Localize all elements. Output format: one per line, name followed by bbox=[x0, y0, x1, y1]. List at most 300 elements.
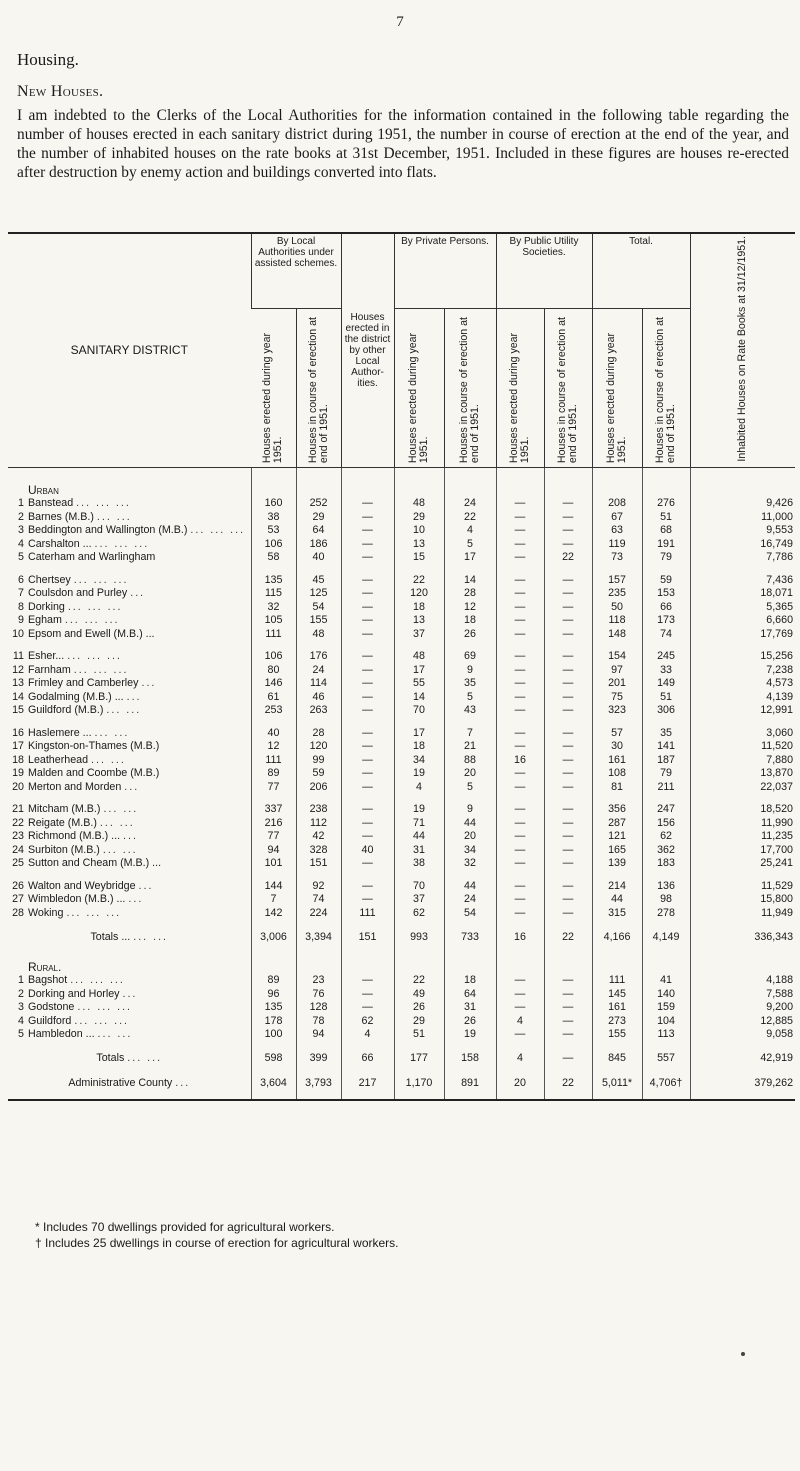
district-row bbox=[8, 906, 795, 920]
leader-dots: ... bbox=[124, 780, 140, 793]
row-spacer bbox=[8, 467, 795, 483]
spacer-cell bbox=[642, 1041, 690, 1050]
cell-other-authorities: — bbox=[341, 614, 394, 628]
cell-la-erected: 94 bbox=[251, 843, 296, 857]
cell-la-erected: 7 bbox=[251, 893, 296, 907]
cell-private-in-course: 158 bbox=[444, 1050, 496, 1066]
cell-utility-in-course: — bbox=[544, 1001, 592, 1015]
leader-dots: ... ... bbox=[106, 704, 142, 717]
cell-utility-erected: — bbox=[496, 663, 544, 677]
leader-dots: ... ... ... bbox=[74, 1014, 130, 1027]
cell-total-in-course: 51 bbox=[642, 690, 690, 704]
row-number: 20 bbox=[12, 780, 24, 793]
cell-private-in-course: 35 bbox=[444, 677, 496, 691]
cell-la-erected: 12 bbox=[251, 740, 296, 754]
cell-la-erected: 61 bbox=[251, 690, 296, 704]
cell-la-erected: 89 bbox=[251, 974, 296, 988]
spacer-cell bbox=[544, 641, 592, 650]
group-public-utility: By Public Utility Societies. bbox=[496, 233, 592, 308]
cell-utility-erected: — bbox=[496, 524, 544, 538]
district-name: Walton and Weybridge bbox=[28, 879, 136, 892]
cell-private-in-course: 20 bbox=[444, 767, 496, 781]
cell-la-in-course: 155 bbox=[296, 614, 341, 628]
footnote-agricultural-in-course: † Includes 25 dwellings in course of erection for agricultural workers. bbox=[35, 1236, 399, 1250]
cell-total-erected: 108 bbox=[592, 767, 642, 781]
cell-private-in-course: 891 bbox=[444, 1075, 496, 1100]
spacer-cell bbox=[690, 717, 795, 726]
cell-inhabited-houses: 22,037 bbox=[690, 780, 795, 794]
district-name: Barnes (M.B.) bbox=[28, 510, 94, 523]
spacer-cell bbox=[690, 794, 795, 803]
cell-la-erected: 38 bbox=[251, 510, 296, 524]
cell-la-in-course: 3,793 bbox=[296, 1075, 341, 1100]
cell-la-erected: 77 bbox=[251, 830, 296, 844]
empty-cell bbox=[544, 483, 592, 497]
district-name: Epsom and Ewell (M.B.) ... bbox=[28, 627, 155, 640]
cell-private-in-course: 34 bbox=[444, 843, 496, 857]
district-name: Mitcham (M.B.) bbox=[28, 803, 101, 816]
spacer-cell bbox=[394, 794, 444, 803]
cell-total-in-course: 4,706† bbox=[642, 1075, 690, 1100]
row-spacer bbox=[8, 1066, 795, 1075]
spacer-cell bbox=[642, 467, 690, 483]
spacer-cell bbox=[592, 467, 642, 483]
district-name: Sutton and Cheam (M.B.) ... bbox=[28, 857, 162, 870]
cell-private-in-course: 28 bbox=[444, 587, 496, 601]
cell-private-erected: 62 bbox=[394, 906, 444, 920]
cell-la-in-course: 74 bbox=[296, 893, 341, 907]
district-name: Coulsdon and Purley bbox=[28, 587, 128, 600]
district-cell bbox=[8, 987, 251, 1001]
district-name: Guildford bbox=[28, 1014, 72, 1027]
spacer-cell bbox=[296, 717, 341, 726]
cell-la-in-course: 125 bbox=[296, 587, 341, 601]
spacer-cell bbox=[642, 794, 690, 803]
spacer-cell bbox=[592, 945, 642, 960]
cell-utility-erected: — bbox=[496, 740, 544, 754]
empty-cell bbox=[296, 960, 341, 974]
district-row bbox=[8, 753, 795, 767]
cell-inhabited-houses: 6,660 bbox=[690, 614, 795, 628]
cell-total-in-course: 74 bbox=[642, 627, 690, 641]
cell-la-erected: 106 bbox=[251, 650, 296, 664]
cell-other-authorities: — bbox=[341, 987, 394, 1001]
leader-dots: ... ... bbox=[97, 1028, 133, 1041]
spacer-cell bbox=[642, 564, 690, 573]
cell-private-erected: 26 bbox=[394, 1001, 444, 1015]
cell-total-erected: 845 bbox=[592, 1050, 642, 1066]
cell-private-in-course: 32 bbox=[444, 857, 496, 871]
district-name: Dorking and Horley bbox=[28, 987, 120, 1000]
district-row bbox=[8, 974, 795, 988]
district-name: Surbiton (M.B.) bbox=[28, 843, 100, 856]
cell-other-authorities: — bbox=[341, 753, 394, 767]
cell-inhabited-houses: 7,238 bbox=[690, 663, 795, 677]
row-number: 1 bbox=[18, 497, 24, 510]
row-number: 15 bbox=[12, 704, 24, 717]
cell-total-in-course: 113 bbox=[642, 1028, 690, 1042]
cell-other-authorities: — bbox=[341, 704, 394, 718]
cell-la-in-course: 151 bbox=[296, 857, 341, 871]
row-number: 1 bbox=[18, 974, 24, 987]
spacer-cell bbox=[8, 870, 251, 879]
district-cell bbox=[8, 767, 251, 781]
category-label: Urban bbox=[28, 482, 59, 497]
cell-utility-in-course: — bbox=[544, 510, 592, 524]
cell-inhabited-houses: 16,749 bbox=[690, 537, 795, 551]
district-cell bbox=[8, 816, 251, 830]
spacer-cell bbox=[8, 945, 251, 960]
cell-la-in-course: 328 bbox=[296, 843, 341, 857]
sub-total-in-course: Houses in course of erection at end of 1951. bbox=[642, 308, 690, 467]
cell-total-in-course: 51 bbox=[642, 510, 690, 524]
cell-private-in-course: 24 bbox=[444, 497, 496, 511]
row-number: 8 bbox=[18, 600, 24, 613]
spacer-cell bbox=[251, 564, 296, 573]
cell-total-in-course: 41 bbox=[642, 974, 690, 988]
spacer-cell bbox=[251, 467, 296, 483]
cell-private-in-course: 19 bbox=[444, 1028, 496, 1042]
cell-total-erected: 50 bbox=[592, 600, 642, 614]
empty-cell bbox=[251, 960, 296, 974]
empty-cell bbox=[690, 960, 795, 974]
totals-label-text: Totals bbox=[96, 1052, 125, 1065]
cell-utility-in-course: — bbox=[544, 677, 592, 691]
cell-utility-erected: — bbox=[496, 627, 544, 641]
sub-la-in-course: Houses in course of erection at end of 1951. bbox=[296, 308, 341, 467]
cell-total-erected: 118 bbox=[592, 614, 642, 628]
row-number: 5 bbox=[18, 551, 24, 564]
leader-dots: ... ... ... bbox=[73, 573, 129, 586]
cell-inhabited-houses: 379,262 bbox=[690, 1075, 795, 1100]
spacer-cell bbox=[642, 945, 690, 960]
cell-total-in-course: 79 bbox=[642, 551, 690, 565]
cell-total-erected: 161 bbox=[592, 753, 642, 767]
cell-private-in-course: 7 bbox=[444, 726, 496, 740]
row-number: 13 bbox=[12, 677, 24, 690]
sub-private-erected: Houses erected during year 1951. bbox=[394, 308, 444, 467]
district-name: Esher... bbox=[28, 650, 65, 663]
cell-la-in-course: 76 bbox=[296, 987, 341, 1001]
cell-utility-erected: — bbox=[496, 843, 544, 857]
row-number: 26 bbox=[12, 879, 24, 892]
cell-total-erected: 165 bbox=[592, 843, 642, 857]
spacer-cell bbox=[544, 920, 592, 929]
leader-dots: ... ... ... bbox=[77, 1001, 133, 1014]
district-cell bbox=[8, 974, 251, 988]
cell-private-erected: 22 bbox=[394, 573, 444, 587]
district-name: Hambledon ... bbox=[28, 1028, 95, 1041]
cell-utility-erected: 16 bbox=[496, 929, 544, 945]
leader-dots: ... ... bbox=[103, 803, 139, 816]
cell-inhabited-houses: 9,426 bbox=[690, 497, 795, 511]
cell-utility-erected: — bbox=[496, 803, 544, 817]
cell-total-erected: 157 bbox=[592, 573, 642, 587]
spacer-cell bbox=[341, 1066, 394, 1075]
cell-utility-in-course: — bbox=[544, 627, 592, 641]
cell-total-in-course: 278 bbox=[642, 906, 690, 920]
row-spacer bbox=[8, 870, 795, 879]
cell-private-erected: 55 bbox=[394, 677, 444, 691]
spacer-cell bbox=[544, 870, 592, 879]
cell-total-in-course: 211 bbox=[642, 780, 690, 794]
cell-total-erected: 145 bbox=[592, 987, 642, 1001]
cell-private-in-course: 5 bbox=[444, 780, 496, 794]
district-row bbox=[8, 663, 795, 677]
cell-total-erected: 5,011* bbox=[592, 1075, 642, 1100]
district-name: Godstone bbox=[28, 1001, 75, 1014]
leader-dots: ... ... ... bbox=[76, 497, 131, 510]
spacer-cell bbox=[394, 870, 444, 879]
cell-la-erected: 106 bbox=[251, 537, 296, 551]
cell-la-in-course: 263 bbox=[296, 704, 341, 718]
empty-cell bbox=[496, 960, 544, 974]
cell-private-erected: 17 bbox=[394, 663, 444, 677]
district-row bbox=[8, 600, 795, 614]
empty-cell bbox=[642, 483, 690, 497]
row-number: 7 bbox=[18, 587, 24, 600]
footnotes bbox=[35, 1219, 399, 1251]
cell-la-erected: 142 bbox=[251, 906, 296, 920]
cell-other-authorities: — bbox=[341, 740, 394, 754]
cell-la-erected: 216 bbox=[251, 816, 296, 830]
totals-label-text: Administrative County bbox=[68, 1077, 173, 1090]
page-number: 7 bbox=[396, 14, 404, 30]
cell-la-erected: 111 bbox=[251, 753, 296, 767]
cell-utility-erected: — bbox=[496, 879, 544, 893]
cell-utility-erected: 20 bbox=[496, 1075, 544, 1100]
district-row bbox=[8, 537, 795, 551]
district-name: Caterham and Warlingham bbox=[28, 551, 156, 564]
district-name: Beddington and Wallington (M.B.) bbox=[28, 524, 188, 537]
district-cell bbox=[8, 879, 251, 893]
empty-cell bbox=[251, 483, 296, 497]
totals-label bbox=[10, 1077, 249, 1089]
cell-la-erected: 100 bbox=[251, 1028, 296, 1042]
spacer-cell bbox=[690, 870, 795, 879]
cell-private-in-course: 44 bbox=[444, 816, 496, 830]
row-spacer bbox=[8, 564, 795, 573]
empty-cell bbox=[394, 483, 444, 497]
row-number: 28 bbox=[12, 906, 24, 919]
cell-other-authorities: — bbox=[341, 510, 394, 524]
spacer-cell bbox=[8, 920, 251, 929]
cell-total-erected: 73 bbox=[592, 551, 642, 565]
cell-total-in-course: 140 bbox=[642, 987, 690, 1001]
cell-la-in-course: 48 bbox=[296, 627, 341, 641]
spacer-cell bbox=[496, 641, 544, 650]
leader-dots: ... bbox=[128, 893, 144, 906]
spacer-cell bbox=[8, 794, 251, 803]
cell-la-in-course: 28 bbox=[296, 726, 341, 740]
cell-private-erected: 51 bbox=[394, 1028, 444, 1042]
housing-table bbox=[8, 232, 795, 1101]
cell-utility-erected: 16 bbox=[496, 753, 544, 767]
district-cell bbox=[8, 614, 251, 628]
cell-utility-in-course: 22 bbox=[544, 929, 592, 945]
cell-other-authorities: — bbox=[341, 879, 394, 893]
cell-total-in-course: 156 bbox=[642, 816, 690, 830]
cell-utility-in-course: — bbox=[544, 726, 592, 740]
spacer-cell bbox=[496, 564, 544, 573]
cell-utility-erected: — bbox=[496, 816, 544, 830]
spacer-cell bbox=[394, 717, 444, 726]
spacer-cell bbox=[394, 641, 444, 650]
district-row bbox=[8, 803, 795, 817]
district-row bbox=[8, 677, 795, 691]
cell-inhabited-houses: 42,919 bbox=[690, 1050, 795, 1066]
spacer-cell bbox=[642, 920, 690, 929]
cell-inhabited-houses: 4,573 bbox=[690, 677, 795, 691]
cell-private-in-course: 24 bbox=[444, 893, 496, 907]
sub-utility-in-course: Houses in course of erection at end of 1951. bbox=[544, 308, 592, 467]
cell-private-in-course: 14 bbox=[444, 573, 496, 587]
district-cell bbox=[8, 753, 251, 767]
spacer-cell bbox=[592, 1041, 642, 1050]
cell-utility-in-course: — bbox=[544, 803, 592, 817]
district-row bbox=[8, 1001, 795, 1015]
cell-private-in-course: 18 bbox=[444, 974, 496, 988]
district-row bbox=[8, 551, 795, 565]
spacer-cell bbox=[544, 945, 592, 960]
cell-private-in-course: 4 bbox=[444, 524, 496, 538]
cell-other-authorities: — bbox=[341, 780, 394, 794]
row-number: 4 bbox=[18, 537, 24, 550]
cell-private-erected: 38 bbox=[394, 857, 444, 871]
spacer-cell bbox=[251, 1066, 296, 1075]
cell-la-in-course: 128 bbox=[296, 1001, 341, 1015]
row-number: 23 bbox=[12, 830, 24, 843]
cell-utility-erected: — bbox=[496, 537, 544, 551]
cell-inhabited-houses: 336,343 bbox=[690, 929, 795, 945]
cell-total-in-course: 173 bbox=[642, 614, 690, 628]
cell-private-in-course: 733 bbox=[444, 929, 496, 945]
cell-other-authorities: 40 bbox=[341, 843, 394, 857]
district-cell bbox=[8, 857, 251, 871]
cell-la-in-course: 42 bbox=[296, 830, 341, 844]
cell-other-authorities: 151 bbox=[341, 929, 394, 945]
cell-utility-in-course: — bbox=[544, 1050, 592, 1066]
district-name: Carshalton ... bbox=[28, 537, 92, 550]
district-name: Kingston-on-Thames (M.B.) bbox=[28, 740, 160, 753]
spacer-cell bbox=[592, 564, 642, 573]
district-name: Farnham bbox=[28, 663, 71, 676]
spacer-cell bbox=[496, 920, 544, 929]
spacer-cell bbox=[690, 564, 795, 573]
cell-la-erected: 178 bbox=[251, 1014, 296, 1028]
cell-la-in-course: 252 bbox=[296, 497, 341, 511]
spacer-cell bbox=[690, 1041, 795, 1050]
cell-total-erected: 121 bbox=[592, 830, 642, 844]
cell-utility-in-course: — bbox=[544, 879, 592, 893]
district-row bbox=[8, 704, 795, 718]
cell-total-erected: 208 bbox=[592, 497, 642, 511]
spacer-cell bbox=[296, 1041, 341, 1050]
spacer-cell bbox=[251, 794, 296, 803]
cell-inhabited-houses: 4,188 bbox=[690, 974, 795, 988]
cell-utility-erected: — bbox=[496, 987, 544, 1001]
row-spacer bbox=[8, 794, 795, 803]
cell-private-in-course: 5 bbox=[444, 690, 496, 704]
cell-la-in-course: 92 bbox=[296, 879, 341, 893]
spacer-cell bbox=[444, 945, 496, 960]
cell-la-erected: 77 bbox=[251, 780, 296, 794]
cell-la-in-course: 3,394 bbox=[296, 929, 341, 945]
cell-other-authorities: — bbox=[341, 627, 394, 641]
cell-total-in-course: 98 bbox=[642, 893, 690, 907]
spacer-cell bbox=[496, 870, 544, 879]
cell-total-in-course: 247 bbox=[642, 803, 690, 817]
cell-utility-in-course: — bbox=[544, 497, 592, 511]
district-name: Merton and Morden bbox=[28, 780, 122, 793]
spacer-cell bbox=[394, 1041, 444, 1050]
cell-private-erected: 177 bbox=[394, 1050, 444, 1066]
cell-other-authorities: — bbox=[341, 1001, 394, 1015]
cell-utility-erected: — bbox=[496, 600, 544, 614]
cell-utility-in-course: — bbox=[544, 843, 592, 857]
cell-private-erected: 18 bbox=[394, 740, 444, 754]
spacer-cell bbox=[444, 1066, 496, 1075]
cell-la-in-course: 114 bbox=[296, 677, 341, 691]
district-row bbox=[8, 1028, 795, 1042]
cell-other-authorities: 62 bbox=[341, 1014, 394, 1028]
cell-private-in-course: 26 bbox=[444, 1014, 496, 1028]
cell-total-in-course: 62 bbox=[642, 830, 690, 844]
cell-la-erected: 144 bbox=[251, 879, 296, 893]
stray-mark bbox=[741, 1352, 745, 1356]
cell-total-in-course: 245 bbox=[642, 650, 690, 664]
district-row bbox=[8, 879, 795, 893]
cell-private-erected: 120 bbox=[394, 587, 444, 601]
cell-inhabited-houses: 15,256 bbox=[690, 650, 795, 664]
cell-utility-erected: — bbox=[496, 1001, 544, 1015]
cell-utility-in-course: — bbox=[544, 1014, 592, 1028]
row-number: 4 bbox=[18, 1014, 24, 1027]
spacer-cell bbox=[251, 920, 296, 929]
spacer-cell bbox=[592, 641, 642, 650]
cell-total-in-course: 104 bbox=[642, 1014, 690, 1028]
district-cell bbox=[8, 524, 251, 538]
row-number: 27 bbox=[12, 893, 24, 906]
cell-la-in-course: 24 bbox=[296, 663, 341, 677]
cell-private-erected: 15 bbox=[394, 551, 444, 565]
cell-la-in-course: 99 bbox=[296, 753, 341, 767]
section-heading: Housing. bbox=[17, 50, 79, 69]
group-total: Total. bbox=[592, 233, 690, 308]
cell-la-in-course: 23 bbox=[296, 974, 341, 988]
cell-private-erected: 22 bbox=[394, 974, 444, 988]
cell-utility-erected: — bbox=[496, 857, 544, 871]
cell-la-in-course: 238 bbox=[296, 803, 341, 817]
row-number: 16 bbox=[12, 726, 24, 739]
cell-inhabited-houses: 7,588 bbox=[690, 987, 795, 1001]
spacer-cell bbox=[341, 1041, 394, 1050]
cell-private-erected: 34 bbox=[394, 753, 444, 767]
cell-utility-in-course: — bbox=[544, 524, 592, 538]
leader-dots: ... bbox=[141, 677, 157, 690]
leader-dots: ... bbox=[123, 830, 138, 843]
cell-utility-in-course: — bbox=[544, 816, 592, 830]
cell-private-in-course: 88 bbox=[444, 753, 496, 767]
row-number: 17 bbox=[12, 740, 24, 753]
spacer-cell bbox=[690, 641, 795, 650]
leader-dots: ... bbox=[175, 1077, 191, 1090]
district-cell bbox=[8, 726, 251, 740]
spacer-cell bbox=[394, 920, 444, 929]
spacer-cell bbox=[592, 1066, 642, 1075]
row-number: 3 bbox=[18, 524, 24, 537]
cell-other-authorities: — bbox=[341, 677, 394, 691]
